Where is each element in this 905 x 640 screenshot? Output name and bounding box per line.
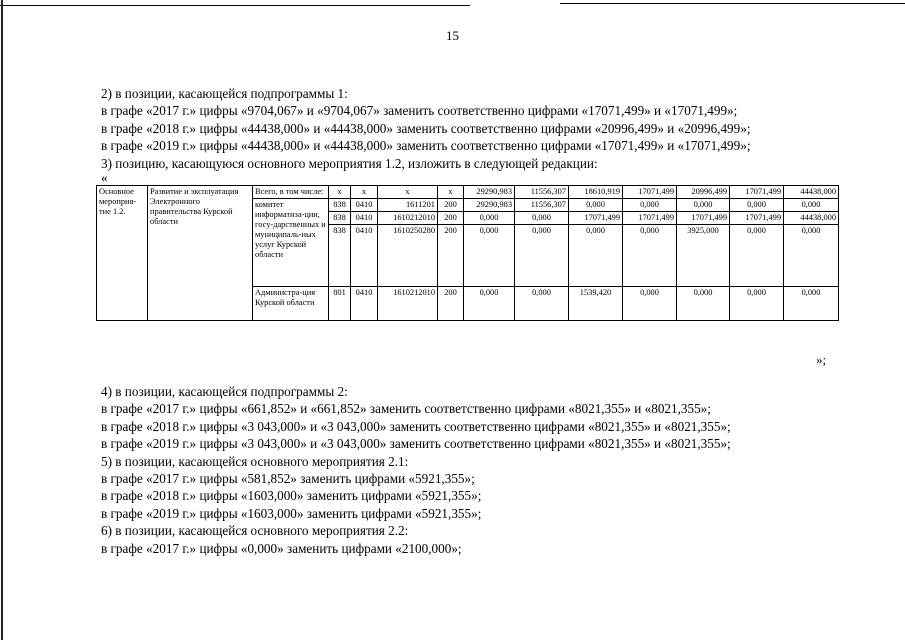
executor-cell: комитет информатиза-ции, госу-дарственных и муниципаль-ных услуг Курской области: [253, 199, 329, 287]
closing-quote: »;: [816, 352, 827, 367]
value-cell: 3925,000: [677, 225, 730, 287]
outro-text: [101, 383, 841, 557]
value-cell: 0,000: [464, 225, 515, 287]
rzpr-cell: 0410: [351, 212, 378, 225]
grbs-cell: 838: [329, 225, 351, 287]
vr-cell: 200: [438, 287, 464, 321]
grbs-cell: 801: [329, 287, 351, 321]
value-cell: 0,000: [784, 225, 839, 287]
value-cell: 29290,983: [464, 199, 515, 212]
value-cell: 0,000: [623, 287, 677, 321]
value-cell: 0,000: [730, 225, 784, 287]
value-cell: 0,000: [569, 225, 623, 287]
value-cell: 0,000: [464, 212, 515, 225]
value-cell: 44438,000: [784, 186, 839, 199]
top-rule-left: [0, 5, 470, 6]
value-cell: 0,000: [515, 212, 569, 225]
outro-line: в графе «2018 г.» цифры «1603,000» заменить цифрами «5921,355»;: [101, 488, 482, 504]
table-row-total: [97, 186, 839, 199]
value-cell: 17071,499: [677, 212, 730, 225]
rzpr-cell: 0410: [351, 287, 378, 321]
value-cell: 17071,499: [730, 186, 784, 199]
intro-line: 2) в позиции, касающейся подпрограммы 1:: [101, 86, 348, 101]
intro-line: в графе «2019 г.» цифры «44438,000» и «44438,000» заменить соответственно цифрами «17071,499» и «17071,499»;: [101, 138, 751, 154]
code-cell: x: [351, 186, 378, 199]
value-cell: 0,000: [623, 199, 677, 212]
outro-line: 5) в позиции, касающейся основного мероприятия 2.1:: [101, 453, 409, 469]
csr-cell: 1610212010: [378, 287, 438, 321]
intro-line: 3) позицию, касающуюся основного мероприятия 1.2, изложить в следующей редакции:: [101, 155, 598, 171]
event-cell: Основное мероприя-тие 1.2.: [97, 186, 148, 321]
intro-line: в графе «2018 г.» цифры «44438,000» и «44438,000» заменить соответственно цифрами «20996,499» и «20996,499»;: [101, 120, 751, 136]
value-cell: 0,000: [623, 225, 677, 287]
value-cell: 0,000: [515, 225, 569, 287]
value-cell: 11556,307: [515, 199, 569, 212]
vr-cell: 200: [438, 225, 464, 287]
value-cell: 29290,983: [464, 186, 515, 199]
page-number: 15: [446, 28, 459, 43]
rzpr-cell: 0410: [351, 199, 378, 212]
intro-text: [101, 85, 841, 186]
outro-line: 6) в позиции, касающейся основного мероприятия 2.2:: [101, 523, 409, 539]
event-1-2-table: [96, 185, 839, 321]
csr-cell: 1610250280: [378, 225, 438, 287]
total-label: Всего, в том числе:: [253, 186, 329, 199]
executor-cell: Администра-ция Курской области: [253, 287, 329, 321]
scan-edge: [1, 0, 3, 640]
value-cell: 0,000: [730, 199, 784, 212]
outro-line: в графе «2019 г.» цифры «1603,000» заменить цифрами «5921,355»;: [101, 505, 482, 521]
outro-line: 4) в позиции, касающейся подпрограммы 2:: [101, 384, 348, 399]
outro-line: в графе «2017 г.» цифры «0,000» заменить цифрами «2100,000»;: [101, 540, 462, 556]
value-cell: 0,000: [730, 287, 784, 321]
rzpr-cell: 0410: [351, 225, 378, 287]
outro-line: в графе «2017 г.» цифры «661,852» и «661,852» заменить соответственно цифрами «8021,355» и «8021,355»;: [101, 401, 711, 417]
outro-line: в графе «2017 г.» цифры «581,852» заменить цифрами «5921,355»;: [101, 471, 475, 487]
code-cell: x: [329, 186, 351, 199]
value-cell: 0,000: [677, 199, 730, 212]
value-cell: 0,000: [784, 287, 839, 321]
top-rule-right: [560, 3, 905, 4]
value-cell: 0,000: [464, 287, 515, 321]
value-cell: 17071,499: [569, 212, 623, 225]
grbs-cell: 838: [329, 212, 351, 225]
code-cell: x: [438, 186, 464, 199]
vr-cell: 200: [438, 212, 464, 225]
intro-line: в графе «2017 г.» цифры «9704,067» и «9704,067» заменить соответственно цифрами «17071,499» и «17071,499»;: [101, 103, 738, 119]
value-cell: 17071,499: [730, 212, 784, 225]
opening-quote: «: [101, 170, 108, 186]
value-cell: 18610,919: [569, 186, 623, 199]
value-cell: 20996,499: [677, 186, 730, 199]
grbs-cell: 838: [329, 199, 351, 212]
value-cell: 0,000: [677, 287, 730, 321]
value-cell: 11556,307: [515, 186, 569, 199]
value-cell: 17071,499: [623, 186, 677, 199]
csr-cell: 1610212010: [378, 212, 438, 225]
event-name-cell: Развитие и эксплуатация Электронного правительства Курской области: [148, 186, 253, 321]
value-cell: 0,000: [569, 199, 623, 212]
outro-line: в графе «2018 г.» цифры «3 043,000» и «3 043,000» заменить соответственно цифрами «8021,355» и «8021,355»;: [101, 418, 731, 434]
csr-cell: 1611201: [378, 199, 438, 212]
outro-line: в графе «2019 г.» цифры «3 043,000» и «3 043,000» заменить соответственно цифрами «8021,355» и «8021,355»;: [101, 436, 731, 452]
value-cell: 0,000: [784, 199, 839, 212]
value-cell: 17071,499: [623, 212, 677, 225]
value-cell: 44438,000: [784, 212, 839, 225]
value-cell: 0,000: [515, 287, 569, 321]
vr-cell: 200: [438, 199, 464, 212]
code-cell: x: [378, 186, 438, 199]
value-cell: 1539,420: [569, 287, 623, 321]
